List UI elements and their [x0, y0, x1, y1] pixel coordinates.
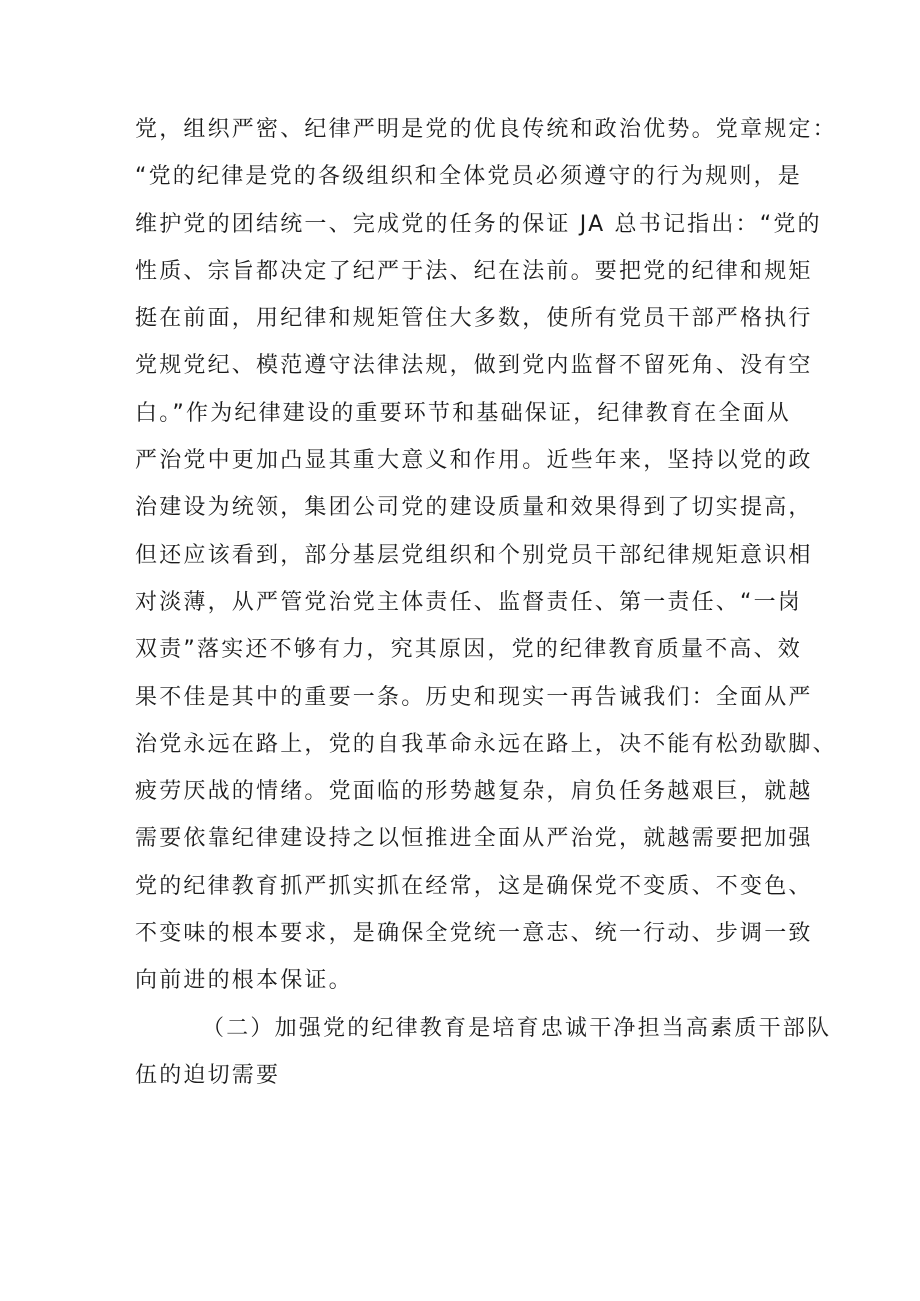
- document-body: [135, 106, 837, 1099]
- section-heading: [135, 1005, 832, 1100]
- text-line: 治建设为统领，集团公司党的建设质量和效果得到了切实提高，: [135, 495, 813, 521]
- heading-line: 伍的迫切需要: [135, 1062, 281, 1088]
- text-line: 性质、宗旨都决定了纪严于法、纪在法前。要把党的纪律和规矩: [135, 258, 813, 284]
- text-line: 对淡薄，从严管党治党主体责任、监督责任、第一责任、“一岗: [135, 589, 802, 615]
- paragraph: [135, 106, 837, 1005]
- text-line: 果不佳是其中的重要一条。历史和现实一再告诫我们：全面从严: [135, 684, 813, 710]
- text-line: 疲劳厌战的情绪。党面临的形势越复杂，肩负任务越艰巨，就越: [135, 779, 813, 805]
- text-line: 治党永远在路上，党的自我革命永远在路上，决不能有松劲歇脚、: [135, 731, 837, 757]
- text-line: 向前进的根本保证。: [135, 968, 353, 994]
- text-line: 需要依靠纪律建设持之以恒推进全面从严治党，就越需要把加强: [135, 826, 813, 852]
- text-line: 双责”落实还不够有力，究其原因，党的纪律教育质量不高、效: [135, 637, 802, 663]
- text-line: 挺在前面，用纪律和规矩管住大多数，使所有党员干部严格执行: [135, 306, 813, 332]
- text-line: 不变味的根本要求，是确保全党统一意志、统一行动、步调一致: [135, 921, 813, 947]
- text-line: 维护党的团结统一、完成党的任务的保证 JA 总书记指出：“党的: [135, 211, 822, 237]
- text-line: 白。”作为纪律建设的重要环节和基础保证，纪律教育在全面从: [135, 400, 791, 426]
- text-line: 党的纪律教育抓严抓实抓在经常，这是确保党不变质、不变色、: [135, 873, 813, 899]
- heading-line: （二）加强党的纪律教育是培育忠诚干净担当高素质干部队: [202, 1015, 832, 1041]
- text-line: 但还应该看到，部分基层党组织和个别党员干部纪律规矩意识相: [135, 542, 813, 568]
- text-line: 党，组织严密、纪律严明是党的优良传统和政治优势。党章规定：: [135, 117, 837, 142]
- text-line: 党规党纪、模范遵守法律法规，做到党内监督不留死角、没有空: [135, 353, 813, 379]
- text-line: “党的纪律是党的各级组织和全体党员必须遵守的行为规则，是: [135, 164, 802, 190]
- text-line: 严治党中更加凸显其重大意义和作用。近些年来，坚持以党的政: [135, 448, 813, 474]
